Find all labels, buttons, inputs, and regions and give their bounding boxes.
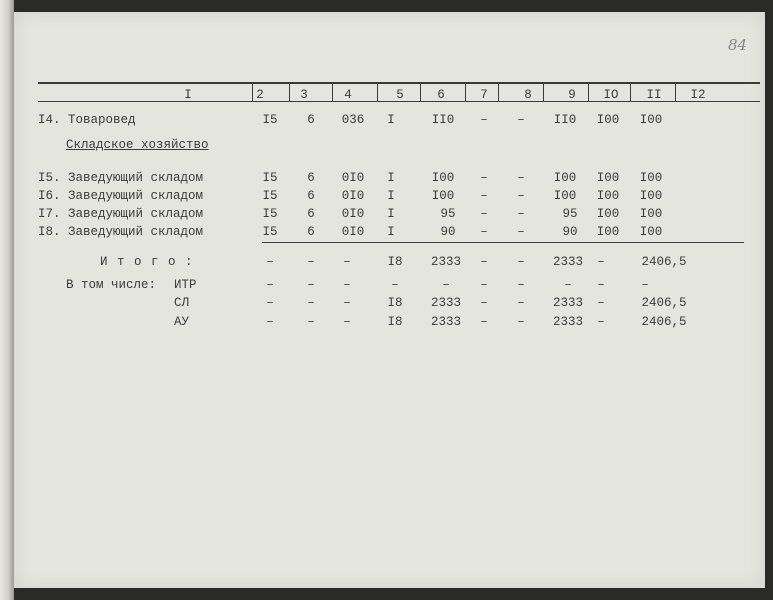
cell: – (480, 113, 488, 127)
cell: – (480, 278, 488, 292)
subtotal-category: СЛ (174, 296, 190, 310)
page-number: 84 (728, 36, 748, 54)
header-col-3: 3 (300, 88, 308, 102)
cell: I (387, 113, 395, 127)
header-col-7: 7 (480, 88, 488, 102)
col-divider (465, 84, 466, 102)
cell: I00 (639, 171, 663, 185)
cell: 6 (307, 171, 315, 185)
cell: I8 (387, 296, 403, 310)
cell: 036 (341, 113, 365, 127)
cell: – (343, 315, 351, 329)
cell: – (641, 278, 649, 292)
col-divider (377, 84, 378, 102)
cell: – (517, 207, 525, 221)
header-col-1: I (184, 88, 192, 102)
cell: – (517, 278, 525, 292)
cell: – (480, 315, 488, 329)
cell: – (517, 113, 525, 127)
cell: I5 (262, 207, 278, 221)
cell: I8 (387, 315, 403, 329)
header-col-5: 5 (396, 88, 404, 102)
cell: – (480, 225, 488, 239)
cell: 95 (440, 207, 456, 221)
cell: 6 (307, 113, 315, 127)
cell: I00 (553, 171, 577, 185)
cell: 0I0 (341, 171, 365, 185)
cell: I (387, 189, 395, 203)
cell: – (517, 296, 525, 310)
cell: – (480, 207, 488, 221)
cell: 90 (562, 225, 578, 239)
cell: II0 (553, 113, 577, 127)
col-divider (289, 84, 290, 102)
cell: – (307, 255, 315, 269)
cell: – (517, 315, 525, 329)
subtotal-category: АУ (174, 315, 190, 329)
cell: I (387, 207, 395, 221)
cell: – (307, 315, 315, 329)
cell: – (266, 278, 274, 292)
cell: – (564, 278, 572, 292)
header-col-10: IO (603, 88, 619, 102)
binding-edge (0, 0, 14, 600)
cell: I5 (262, 171, 278, 185)
col-divider (252, 84, 253, 102)
cell: 6 (307, 225, 315, 239)
cell: – (517, 255, 525, 269)
cell: I00 (639, 207, 663, 221)
header-col-2: 2 (256, 88, 264, 102)
header-col-8: 8 (524, 88, 532, 102)
col-divider (332, 84, 333, 102)
col-divider (420, 84, 421, 102)
col-divider (630, 84, 631, 102)
cell: I00 (639, 189, 663, 203)
subtotal-label: В том числе: (66, 278, 157, 292)
cell: 2333 (552, 255, 584, 269)
cell: 2333 (552, 315, 584, 329)
cell: – (517, 189, 525, 203)
cell: 2406,5 (641, 255, 687, 269)
cell: 2333 (430, 255, 462, 269)
cell: 2333 (552, 296, 584, 310)
row-label: I8. Заведующий складом (38, 225, 204, 239)
cell: – (266, 255, 274, 269)
cell: I00 (431, 189, 455, 203)
cell: I00 (553, 189, 577, 203)
cell: I00 (596, 171, 620, 185)
cell: 2406,5 (641, 315, 687, 329)
cell: – (391, 278, 399, 292)
cell: – (480, 189, 488, 203)
cell: – (517, 171, 525, 185)
header-col-4: 4 (344, 88, 352, 102)
cell: II0 (431, 113, 455, 127)
cell: I8 (387, 255, 403, 269)
col-divider (675, 84, 676, 102)
cell: – (343, 278, 351, 292)
header-col-12: I2 (690, 88, 706, 102)
cell: I00 (639, 113, 663, 127)
cell: – (597, 255, 605, 269)
cell: I5 (262, 189, 278, 203)
row-label: I4. Товаровед (38, 113, 136, 127)
cell: 0I0 (341, 207, 365, 221)
cell: 0I0 (341, 225, 365, 239)
row-label: I7. Заведующий складом (38, 207, 204, 221)
col-divider (588, 84, 589, 102)
col-divider (498, 84, 499, 102)
cell: – (442, 278, 450, 292)
cell: – (597, 278, 605, 292)
cell: – (480, 296, 488, 310)
cell: – (517, 225, 525, 239)
col-divider (543, 84, 544, 102)
cell: – (597, 296, 605, 310)
cell: – (480, 171, 488, 185)
row-label: I6. Заведующий складом (38, 189, 204, 203)
cell: I (387, 225, 395, 239)
cell: I (387, 171, 395, 185)
header-top-rule (38, 82, 760, 84)
cell: 6 (307, 189, 315, 203)
cell: 2333 (430, 296, 462, 310)
totals-label: И т о г о : (100, 255, 194, 269)
cell: I00 (639, 225, 663, 239)
cell: 2406,5 (641, 296, 687, 310)
header-col-9: 9 (568, 88, 576, 102)
cell: – (343, 255, 351, 269)
subtotal-category: ИТР (174, 278, 197, 292)
cell: 6 (307, 207, 315, 221)
cell: I5 (262, 225, 278, 239)
header-col-6: 6 (437, 88, 445, 102)
cell: I00 (431, 171, 455, 185)
cell: I5 (262, 113, 278, 127)
cell: – (307, 296, 315, 310)
cell: – (307, 278, 315, 292)
cell: 95 (562, 207, 578, 221)
cell: – (266, 315, 274, 329)
section-heading: Складское хозяйство (66, 138, 209, 152)
cell: – (597, 315, 605, 329)
header-col-11: II (646, 88, 662, 102)
cell: 0I0 (341, 189, 365, 203)
cell: 90 (440, 225, 456, 239)
cell: – (266, 296, 274, 310)
totals-rule (262, 242, 744, 243)
cell: – (343, 296, 351, 310)
cell: I00 (596, 207, 620, 221)
cell: I00 (596, 225, 620, 239)
cell: I00 (596, 113, 620, 127)
cell: 2333 (430, 315, 462, 329)
cell: – (480, 255, 488, 269)
row-label: I5. Заведующий складом (38, 171, 204, 185)
cell: I00 (596, 189, 620, 203)
